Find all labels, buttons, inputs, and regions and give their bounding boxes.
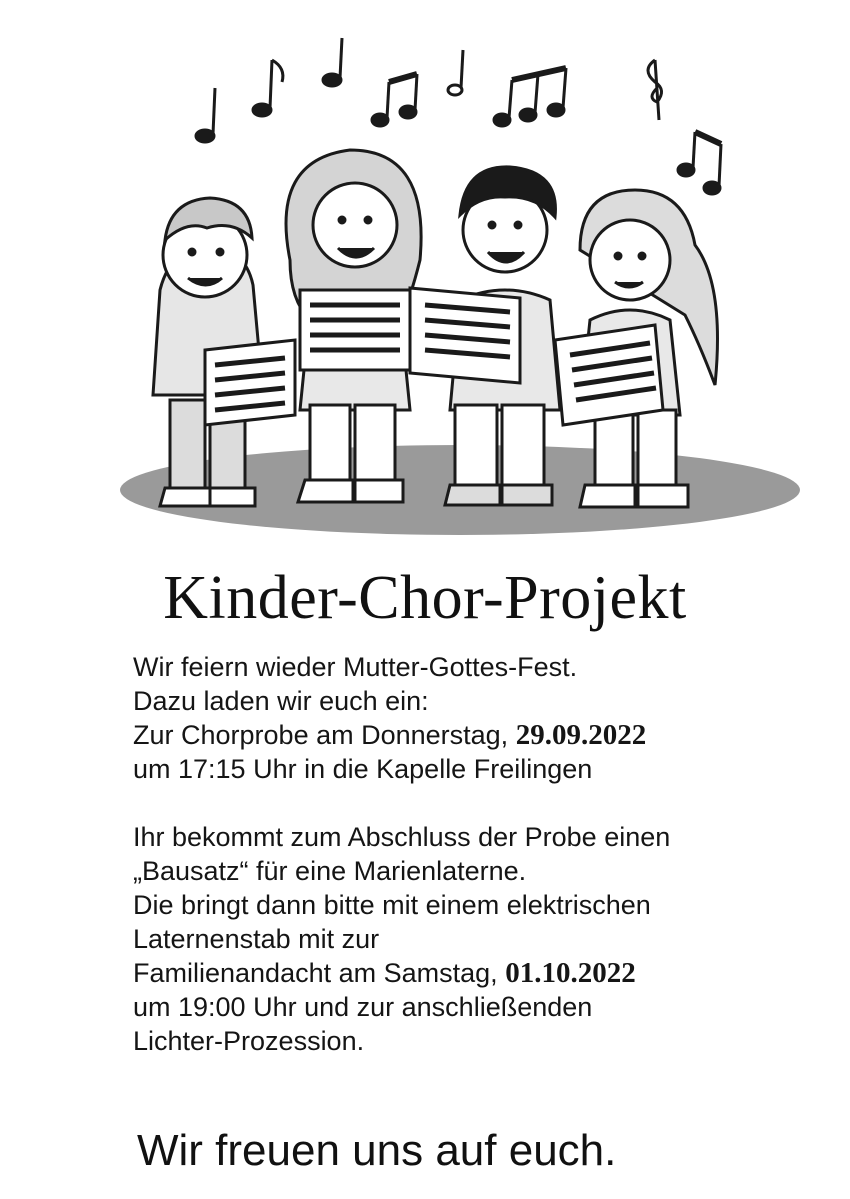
paragraph2-line5: [133, 956, 833, 990]
paragraph2-line1: Ihr bekommt zum Abschluss der Probe einen: [133, 822, 671, 852]
paragraph2-line6: um 19:00 Uhr und zur anschließenden: [133, 992, 593, 1022]
paragraph2-line4: Laternenstab mit zur: [133, 924, 380, 954]
paragraph1-line1: Wir feiern wieder Mutter-Gottes-Fest.: [133, 652, 578, 682]
paragraph1-line4: um 17:15 Uhr in die Kapelle Freilingen: [133, 754, 593, 784]
children-choir-illustration: [110, 20, 810, 560]
flyer-title: Kinder-Chor-Projekt: [163, 564, 687, 632]
invitation-text: [133, 650, 833, 1058]
devotion-day-text: Familienandacht am Samstag,: [133, 958, 506, 988]
rehearsal-date: 29.09.2022: [515, 719, 647, 751]
paragraph1-line3: [133, 718, 833, 752]
rehearsal-day-text: Zur Chorprobe am Donnerstag,: [133, 720, 516, 750]
paragraph-spacer: [133, 786, 833, 820]
devotion-date: 01.10.2022: [505, 957, 636, 989]
paragraph1-line2: Dazu laden wir euch ein:: [133, 686, 429, 716]
paragraph2-line3: Die bringt dann bitte mit einem elektrischen: [133, 890, 651, 920]
music-notes-icon: [196, 38, 721, 194]
paragraph2-line2: „Bausatz“ für eine Marienlaterne.: [133, 856, 527, 886]
paragraph2-line7: Lichter-Prozession.: [133, 1026, 365, 1056]
closing-line: Wir freuen uns auf euch.: [137, 1126, 617, 1175]
